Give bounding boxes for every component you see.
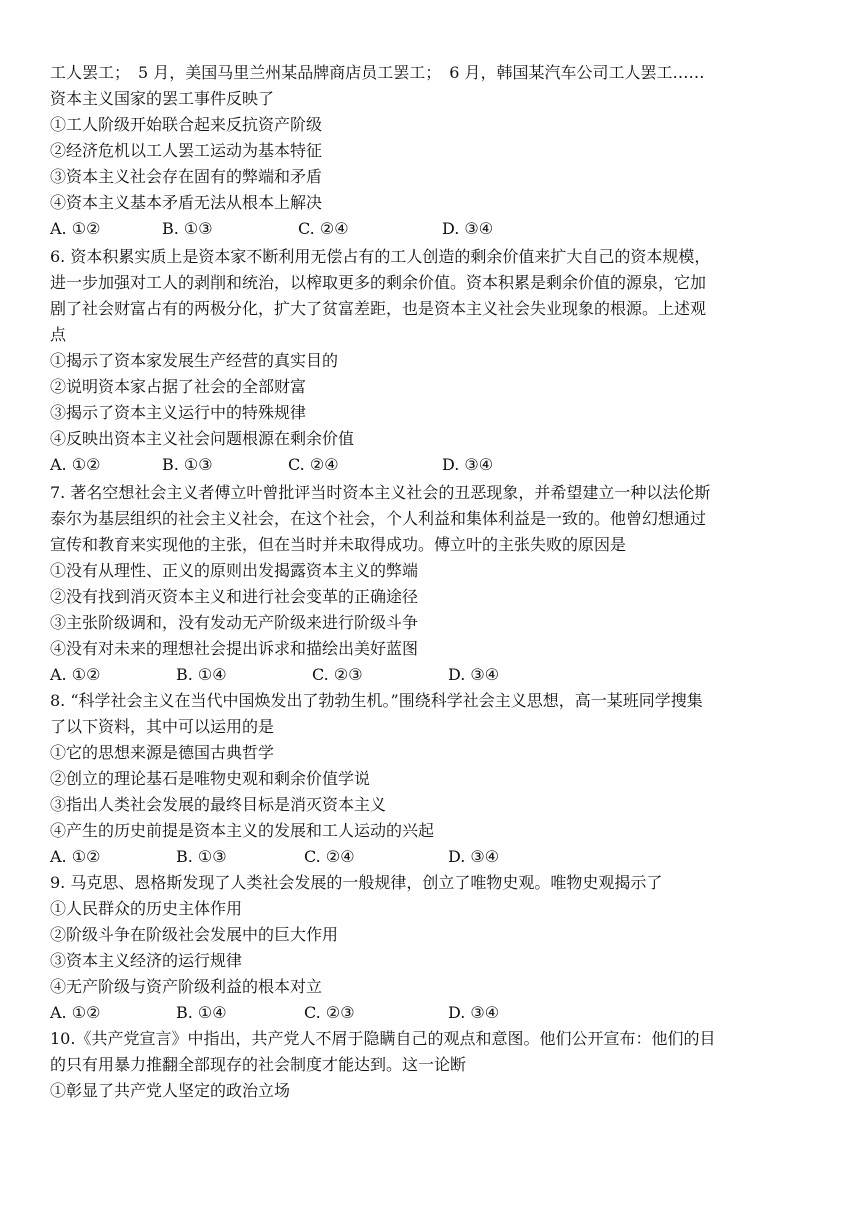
statement-4: ④反映出资本主义社会问题根源在剩余价值 <box>50 429 355 448</box>
statement-1: ①没有从理性、正义的原则出发揭露资本主义的弊端 <box>50 561 419 580</box>
statement-1: ①它的思想来源是德国古典哲学 <box>50 743 275 762</box>
question-9-line: 9. 马克思、恩格斯发现了人类社会发展的一般规律，创立了唯物史观。唯物史观揭示了 <box>50 873 663 892</box>
option-a: A. ①② <box>50 455 101 474</box>
question-8-line: 了以下资料，其中可以运用的是 <box>50 717 275 736</box>
statement-1: ①人民群众的历史主体作用 <box>50 899 243 918</box>
option-c: C. ②④ <box>304 847 355 866</box>
statement-4: ④无产阶级与资产阶级利益的根本对立 <box>50 977 323 996</box>
statement-1: ①彰显了共产党人坚定的政治立场 <box>50 1081 291 1100</box>
option-d: D. ③④ <box>448 847 500 866</box>
statement-3: ③资本主义经济的运行规律 <box>50 951 243 970</box>
option-b: B. ①③ <box>162 219 213 238</box>
question-7-line: 宣传和教育来实现他的主张，但在当时并未取得成功。傅立叶的主张失败的原因是 <box>50 535 627 554</box>
option-c: C. ②④ <box>288 455 339 474</box>
statement-1: ①工人阶级开始联合起来反抗资产阶级 <box>50 115 323 134</box>
statement-2: ②阶级斗争在阶级社会发展中的巨大作用 <box>50 925 339 944</box>
option-c: C. ②④ <box>298 219 349 238</box>
option-a: A. ①② <box>50 219 101 238</box>
option-b: B. ①③ <box>162 455 213 474</box>
question-6-line: 点 <box>50 325 67 344</box>
option-d: D. ③④ <box>448 1003 500 1022</box>
statement-1: ①揭示了资本家发展生产经营的真实目的 <box>50 351 339 370</box>
question-6-line: 剧了社会财富占有的两极分化，扩大了贫富差距，也是资本主义社会失业现象的根源。上述观 <box>50 299 707 318</box>
question-8-line: 8. “科学社会主义在当代中国焕发出了勃勃生机。”围绕科学社会主义思想，高一某班同学搜集 <box>50 691 703 710</box>
statement-2: ②经济危机以工人罢工运动为基本特征 <box>50 141 323 160</box>
option-b: B. ①③ <box>176 847 227 866</box>
option-b: B. ①④ <box>176 1003 227 1022</box>
option-c: C. ②③ <box>312 665 363 684</box>
statement-3: ③揭示了资本主义运行中的特殊规律 <box>50 403 307 422</box>
statement-4: ④没有对未来的理想社会提出诉求和描绘出美好蓝图 <box>50 639 419 658</box>
statement-4: ④资本主义基本矛盾无法从根本上解决 <box>50 193 323 212</box>
statement-2: ②没有找到消灭资本主义和进行社会变革的正确途径 <box>50 587 419 606</box>
option-a: A. ①② <box>50 665 101 684</box>
statement-3: ③主张阶级调和，没有发动无产阶级来进行阶级斗争 <box>50 613 419 632</box>
statement-3: ③资本主义社会存在固有的弊端和矛盾 <box>50 167 323 186</box>
text-line: 工人罢工； 5 月，美国马里兰州某品牌商店员工罢工； 6 月，韩国某汽车公司工人罢工…… <box>50 63 705 82</box>
question-10-line: 10.《共产党宣言》中指出，共产党人不屑于隐瞒自己的观点和意图。他们公开宣布：他们的目 <box>50 1029 716 1048</box>
statement-3: ③指出人类社会发展的最终目标是消灭资本主义 <box>50 795 387 814</box>
question-7-line: 泰尔为基层组织的社会主义社会，在这个社会，个人利益和集体利益是一致的。他曾幻想通过 <box>50 509 707 528</box>
option-d: D. ③④ <box>448 665 500 684</box>
statement-2: ②创立的理论基石是唯物史观和剩余价值学说 <box>50 769 371 788</box>
option-b: B. ①④ <box>176 665 227 684</box>
statement-4: ④产生的历史前提是资本主义的发展和工人运动的兴起 <box>50 821 435 840</box>
question-10-line: 的只有用暴力推翻全部现存的社会制度才能达到。这一论断 <box>50 1055 467 1074</box>
option-c: C. ②③ <box>304 1003 355 1022</box>
option-a: A. ①② <box>50 1003 101 1022</box>
option-d: D. ③④ <box>442 455 494 474</box>
option-d: D. ③④ <box>442 219 494 238</box>
question-6-line: 进一步加强对工人的剥削和统治，以榨取更多的剩余价值。资本积累是剩余价值的源泉，它加 <box>50 273 707 292</box>
question-7-line: 7. 著名空想社会主义者傅立叶曾批评当时资本主义社会的丑恶现象，并希望建立一种以法伦斯 <box>50 483 711 502</box>
question-6-line: 6. 资本积累实质上是资本家不断利用无偿占有的工人创造的剩余价值来扩大自己的资本规模， <box>50 247 711 266</box>
question-stem: 资本主义国家的罢工事件反映了 <box>50 89 275 108</box>
option-a: A. ①② <box>50 847 101 866</box>
statement-2: ②说明资本家占据了社会的全部财富 <box>50 377 307 396</box>
